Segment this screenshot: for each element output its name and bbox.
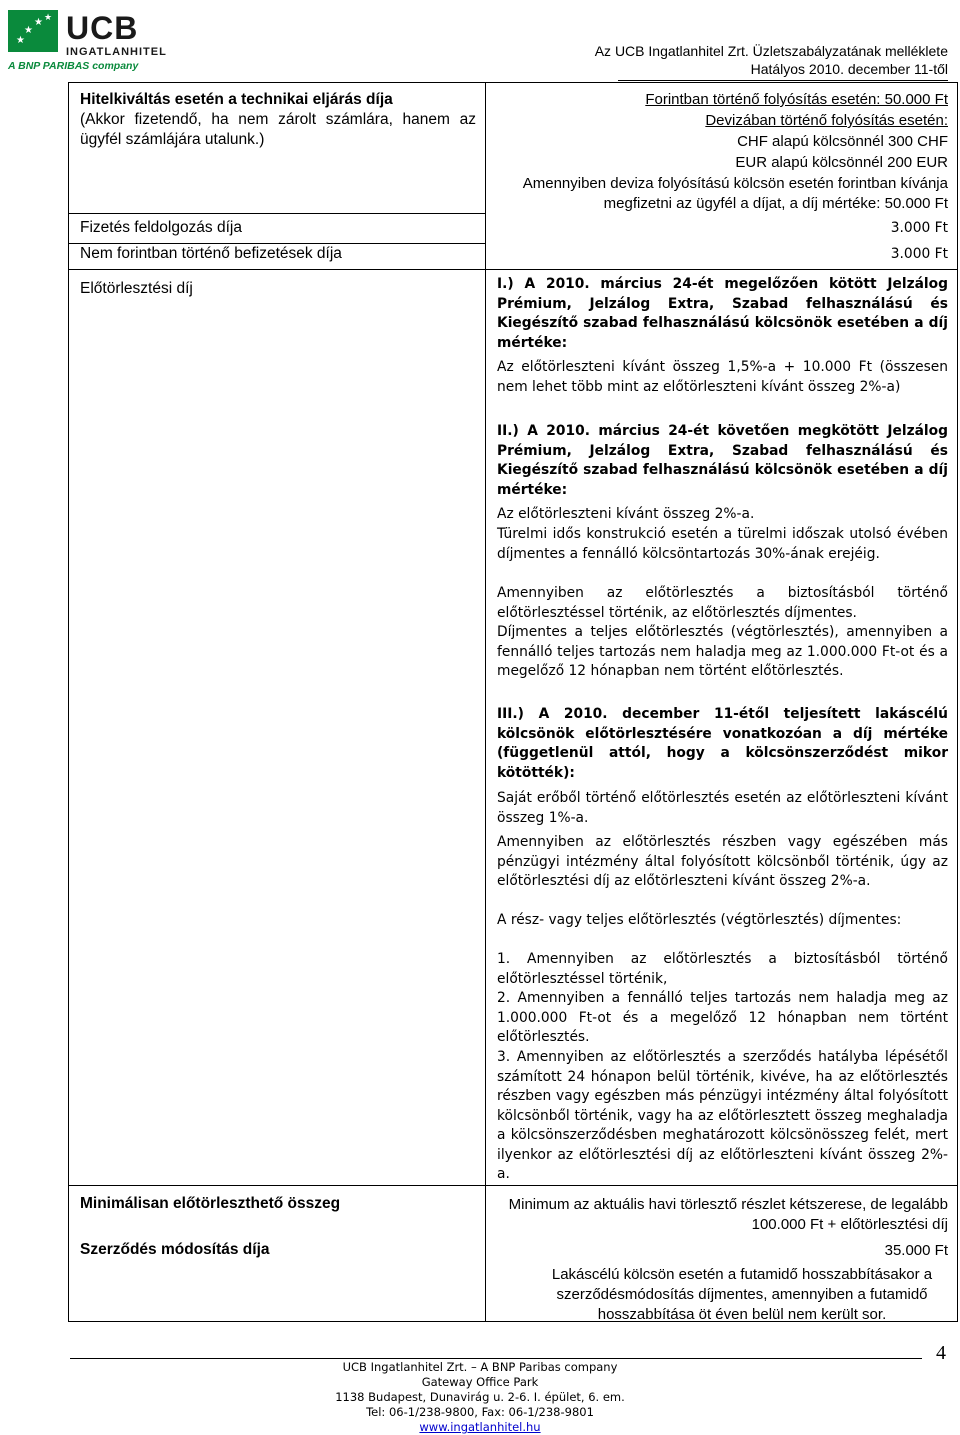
fx-disbursement-title: Devizában történő folyósítás esetén: [705,112,948,129]
prepayment-fee-label: Előtörlesztési díj [80,280,193,297]
footer [0,1360,960,1435]
section-2-p4: Díjmentes a teljes előtörlesztés (végtörlesztés), amennyiben a fennálló teljes tartozás nem haladja meg az 1.000.000 Ft-ot és a megelőző 12 hónapban nem történt előtörlesztés. [497,624,948,679]
section-2-p1: Az előtörleszteni kívánt összeg 2%-a. [497,506,755,522]
footer-website-link[interactable]: www.ingatlanhitel.hu [419,1420,541,1434]
footer-divider [70,1358,922,1359]
section-1-text: Az előtörleszteni kívánt összeg 1,5%-a + 10.000 Ft (összesen nem lehet több mint az előtörleszteni kívánt összeg 2%-a) [497,359,948,395]
section-3-p1: Saját erőből történő előtörlesztés esetén az előtörleszteni kívánt összeg 1%-a. [497,790,948,826]
contract-modification-value: 35.000 Ft [884,1242,948,1259]
document-title: Az UCB Ingatlanhitel Zrt. Üzletszabályzatának melléklete [594,43,948,59]
footer-address: 1138 Budapest, Dunavirág u. 2-6. I. épület, 6. em. [335,1390,625,1404]
section-3-p3: A rész- vagy teljes előtörlesztés (végtörlesztés) díjmentes: [497,912,902,928]
section-3-item-1: 1. Amennyiben az előtörlesztés a biztosításból történő előtörlesztéssel történik, [497,951,948,987]
eur-fee: EUR alapú kölcsönnél 200 EUR [735,154,948,171]
contract-modification-note: Lakáscélú kölcsön esetén a futamidő hosszabbításakor a szerződésmódosítás díjmentes, amennyiben a futamidő hosszabbítása öt éven belül nem került sor. [551,1266,933,1323]
ucb-logo [8,8,168,72]
row-divider [69,269,957,270]
footer-company: UCB Ingatlanhitel Zrt. – A BNP Paribas company [342,1360,618,1374]
effective-date: Hatályos 2010. december 11-től [750,61,948,77]
section-2-p2: Türelmi idős konstrukció esetén a türelmi időszak utolsó évében díjmentes a fennálló kölcsöntartozás 30%-ának erejéig. [497,526,948,562]
section-3-item-3: 3. Amennyiben az előtörlesztés a szerződés hatályba lépésétől számított 24 hónapon belül történik, kivéve, ha az előtörlesztés részben vagy egészben más pénzügyi intézmény által folyósított kölcsönből történik, vagy ha az előtörlesztett összeg meghaladja a kölcsönszerződésben meghatározott kölcsönösszeg felét, mert ilyenkor az előtörlesztési díj az előtörleszteni kívánt összeg 2%-a. [497,1049,948,1182]
footer-phone: Tel: 06-1/238-9800, Fax: 06-1/238-9801 [366,1405,594,1419]
section-3-title: III.) A 2010. december 11-étől teljesített lakáscélú kölcsönök előtörlesztésére vonatkozóan a díj mértéke (függetlenül attól, hogy a kölcsönszerződést mikor kötötték): [497,706,948,781]
row-divider [69,1185,957,1186]
logo-subtitle: INGATLANHITEL [66,46,167,58]
min-prepayment-label: Minimálisan előtörleszthető összeg [80,1195,341,1212]
star-logo-icon: ★ ★ ★ ★ [8,10,58,52]
page-number: 4 [936,1342,946,1364]
fx-note: Amennyiben deviza folyósítású kölcsön esetén forintban kívánja megfizetni az ügyfél a díjat, a díj mértéke: 50.000 Ft [522,175,948,212]
hitelkivaltas-note: (Akkor fizetendő, ha nem zárolt számlára, hanem az ügyfél számlájára utalunk.) [80,111,476,148]
contract-modification-label: Szerződés módosítás díja [80,1241,270,1258]
section-2-p3: Amennyiben az előtörlesztés a biztosításból történő előtörlesztéssel történik, az előtörlesztés díjmentes. [497,585,948,621]
huf-disbursement: Forintban történő folyósítás esetén: 50.000 Ft [645,91,948,108]
section-3-item-2: 2. Amennyiben a fennálló teljes tartozás nem haladja meg az 1.000.000 Ft-ot és a megelőző 12 hónapban nem történt előtörlesztés. [497,990,948,1045]
min-prepayment-value: Minimum az aktuális havi törlesztő részlet kétszerese, de legalább 100.000 Ft + előtörlesztési díj [508,1196,948,1233]
non-huf-payment-label: Nem forintban történő befizetések díja [80,245,342,262]
logo-name: UCB [66,10,139,46]
footer-office: Gateway Office Park [421,1375,539,1389]
hitelkivaltas-label: Hitelkiváltás esetén a technikai eljárás díja [80,91,393,108]
section-1-title: I.) A 2010. március 24-ét megelőzően kötött Jelzálog Prémium, Jelzálog Extra, Szabad felhasználású és Kiegészítő szabad felhasználású kölcsönök esetében a díj mértéke: [497,276,948,351]
section-2-title: II.) A 2010. március 24-ét követően megkötött Jelzálog Prémium, Jelzálog Extra, Szabad felhasználású és Kiegészítő szabad felhasználású kölcsönök esetében a díj mértéke: [497,423,948,498]
logo-bnp-tagline: A BNP PARIBAS company [8,60,139,72]
non-huf-payment-value: 3.000 Ft [890,246,948,262]
payment-processing-label: Fizetés feldolgozás díja [80,219,242,236]
payment-processing-value: 3.000 Ft [890,220,948,236]
chf-fee: CHF alapú kölcsönnél 300 CHF [737,133,948,150]
row-divider [69,213,485,214]
section-3-p2: Amennyiben az előtörlesztés részben vagy egészében más pénzügyi intézmény által folyósított kölcsönből történik, úgy az előtörlesztési díj az előtörleszteni kívánt összeg 2%-a. [497,834,948,889]
header-divider [618,80,948,81]
